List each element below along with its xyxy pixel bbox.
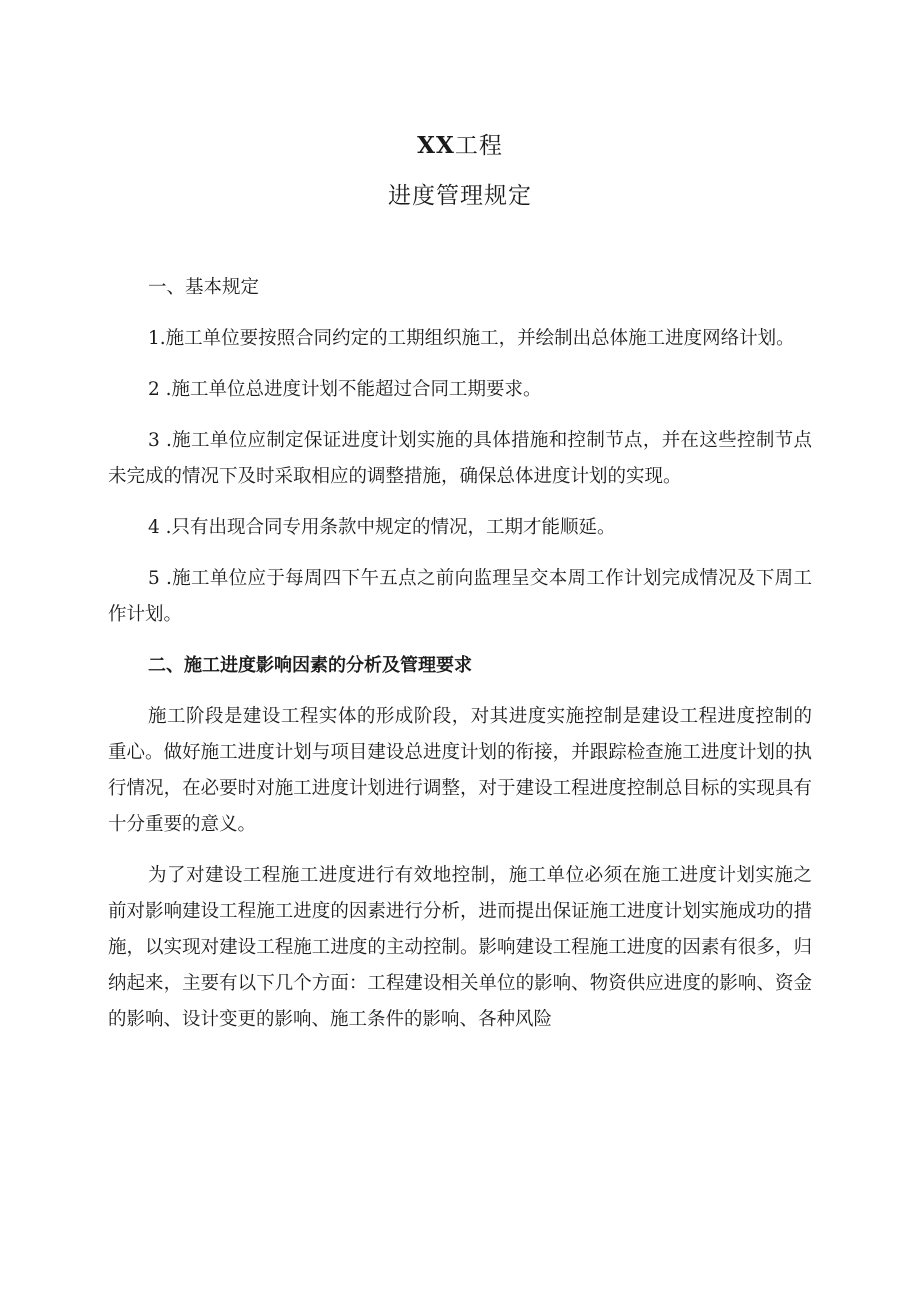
body-paragraph-2: 为了对建设工程施工进度进行有效地控制，施工单位必须在施工进度计划实施之前对影响建设工程施工进度的因素进行分析，进而提出保证施工进度计划实施成功的措施，以实现对建设工程施工进度的主动控制。影响建设工程施工进度的因素有很多，归纳起来，主要有以下几个方面：工程建设相关单位的影响、物资供应进度的影响、资金的影响、设计变更的影响、施工条件的影响、各种风险 xyxy=(108,865,812,1030)
document-body xyxy=(108,270,812,1053)
rule-item-5: 5 .施工单位应于每周四下午五点之前向监理呈交本周工作计划完成情况及下周工作计划。 xyxy=(108,568,812,625)
title-suffix: 工程 xyxy=(454,133,503,159)
rule-item-2: 2 .施工单位总进度计划不能超过合同工期要求。 xyxy=(148,379,542,400)
section-heading-analysis: 二、施工进度影响因素的分析及管理要求 xyxy=(148,655,472,676)
document-subtitle: 进度管理规定 xyxy=(388,183,532,209)
rule-item-1: 1.施工单位要按照合同约定的工期组织施工，并绘制出总体施工进度网络计划。 xyxy=(148,328,795,349)
body-paragraph-1: 施工阶段是建设工程实体的形成阶段，对其进度实施控制是建设工程进度控制的重心。做好施工进度计划与项目建设总进度计划的衔接，并跟踪检查施工进度计划的执行情况，在必要时对施工进度计划进行调整，对于建设工程进度控制总目标的实现具有十分重要的意义。 xyxy=(108,706,812,835)
rule-item-4: 4 .只有出现合同专用条款中规定的情况，工期才能顺延。 xyxy=(148,517,616,538)
title-prefix: XX xyxy=(417,132,455,159)
rule-item-3: 3 .施工单位应制定保证进度计划实施的具体措施和控制节点，并在这些控制节点未完成的情况下及时采取相应的调整措施，确保总体进度计划的实现。 xyxy=(108,430,812,487)
document-title xyxy=(0,127,920,160)
section-heading-basic: 一、基本规定 xyxy=(148,277,260,298)
